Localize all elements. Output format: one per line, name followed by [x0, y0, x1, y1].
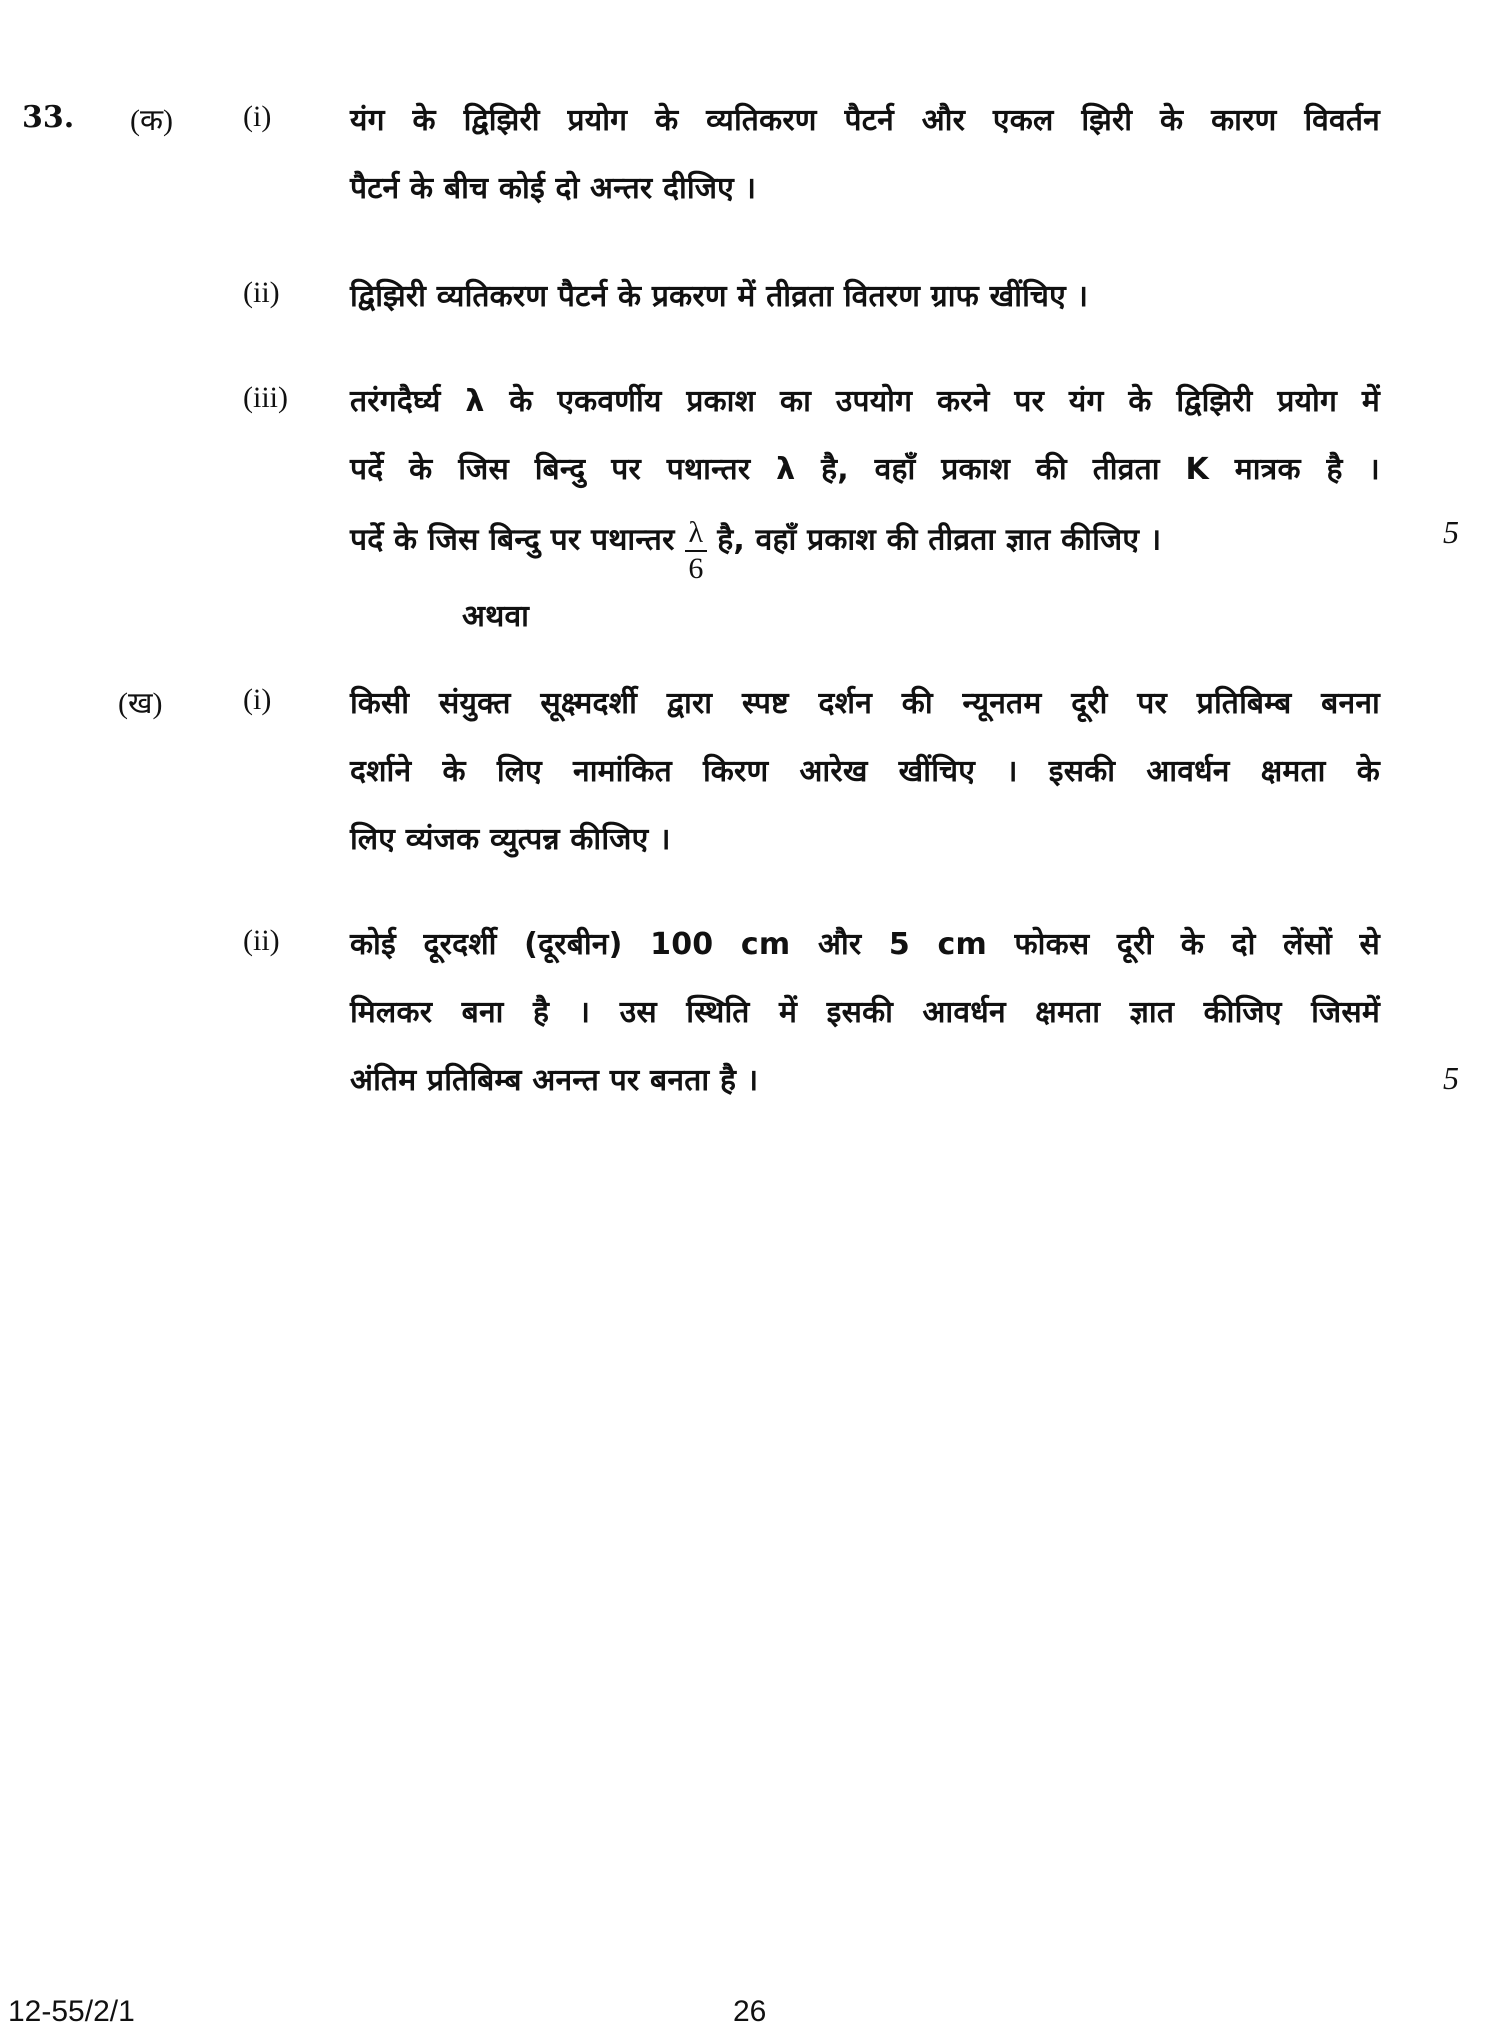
part-a-ii-line-1: द्विझिरी व्यतिकरण पैटर्न के प्रकरण में तीव्रता वितरण ग्राफ खींचिए ।: [350, 279, 1089, 314]
part-a-iii-line-3: [350, 508, 1162, 585]
question-number: 33.: [22, 100, 75, 135]
part-b-ii-label: (ii): [243, 924, 280, 957]
part-b-ii-line-2: मिलकर बना है । उस स्थिति में इसकी आवर्धन क्षमता ज्ञात कीजिए जिसमें: [350, 995, 1380, 1030]
part-b-i-label: (i): [243, 683, 272, 716]
part-a-iii-line-3-before: पर्दे के जिस बिन्दु पर पथान्तर: [350, 522, 675, 558]
part-a-iii-label: (iii): [243, 381, 288, 414]
fraction-numerator: λ: [685, 518, 708, 552]
part-a-i-line-2: पैटर्न के बीच कोई दो अन्तर दीजिए ।: [350, 171, 757, 206]
part-a-i-line-1: यंग के द्विझिरी प्रयोग के व्यतिकरण पैटर्न और एकल झिरी के कारण विवर्तन: [350, 103, 1380, 138]
part-a-iii-line-2: पर्दे के जिस बिन्दु पर पथान्तर λ है, वहाँ प्रकाश की तीव्रता K मात्रक है ।: [350, 452, 1380, 487]
fraction-denominator: 6: [688, 552, 704, 585]
part-a-ii-label: (ii): [243, 276, 280, 309]
marks-part-a: 5: [1443, 514, 1459, 550]
part-b-label: (ख): [118, 687, 163, 720]
part-a-i-label: (i): [243, 100, 272, 133]
part-a-iii-line-3-after: है, वहाँ प्रकाश की तीव्रता ज्ञात कीजिए ।: [717, 522, 1162, 558]
or-separator: अथवा: [462, 599, 530, 634]
page-number: 26: [733, 1995, 767, 2028]
part-b-ii-line-3: अंतिम प्रतिबिम्ब अनन्त पर बनता है ।: [350, 1063, 759, 1098]
part-b-ii-line-1: कोई दूरदर्शी (दूरबीन) 100 cm और 5 cm फोकस दूरी के दो लेंसों से: [350, 927, 1380, 962]
lambda-over-six-fraction: [685, 518, 708, 584]
part-a-iii-line-1: तरंगदैर्घ्य λ के एकवर्णीय प्रकाश का उपयोग करने पर यंग के द्विझिरी प्रयोग में: [350, 384, 1380, 419]
part-a-label: (क): [130, 104, 174, 137]
part-b-i-line-2: दर्शाने के लिए नामांकित किरण आरेख खींचिए । इसकी आवर्धन क्षमता के: [350, 754, 1380, 789]
part-b-i-line-3: लिए व्यंजक व्युत्पन्न कीजिए ।: [350, 822, 671, 857]
paper-code: 12-55/2/1: [8, 1995, 135, 2028]
marks-part-b: 5: [1443, 1060, 1459, 1096]
part-b-i-line-1: किसी संयुक्त सूक्ष्मदर्शी द्वारा स्पष्ट दर्शन की न्यूनतम दूरी पर प्रतिबिम्ब बनना: [350, 686, 1380, 721]
